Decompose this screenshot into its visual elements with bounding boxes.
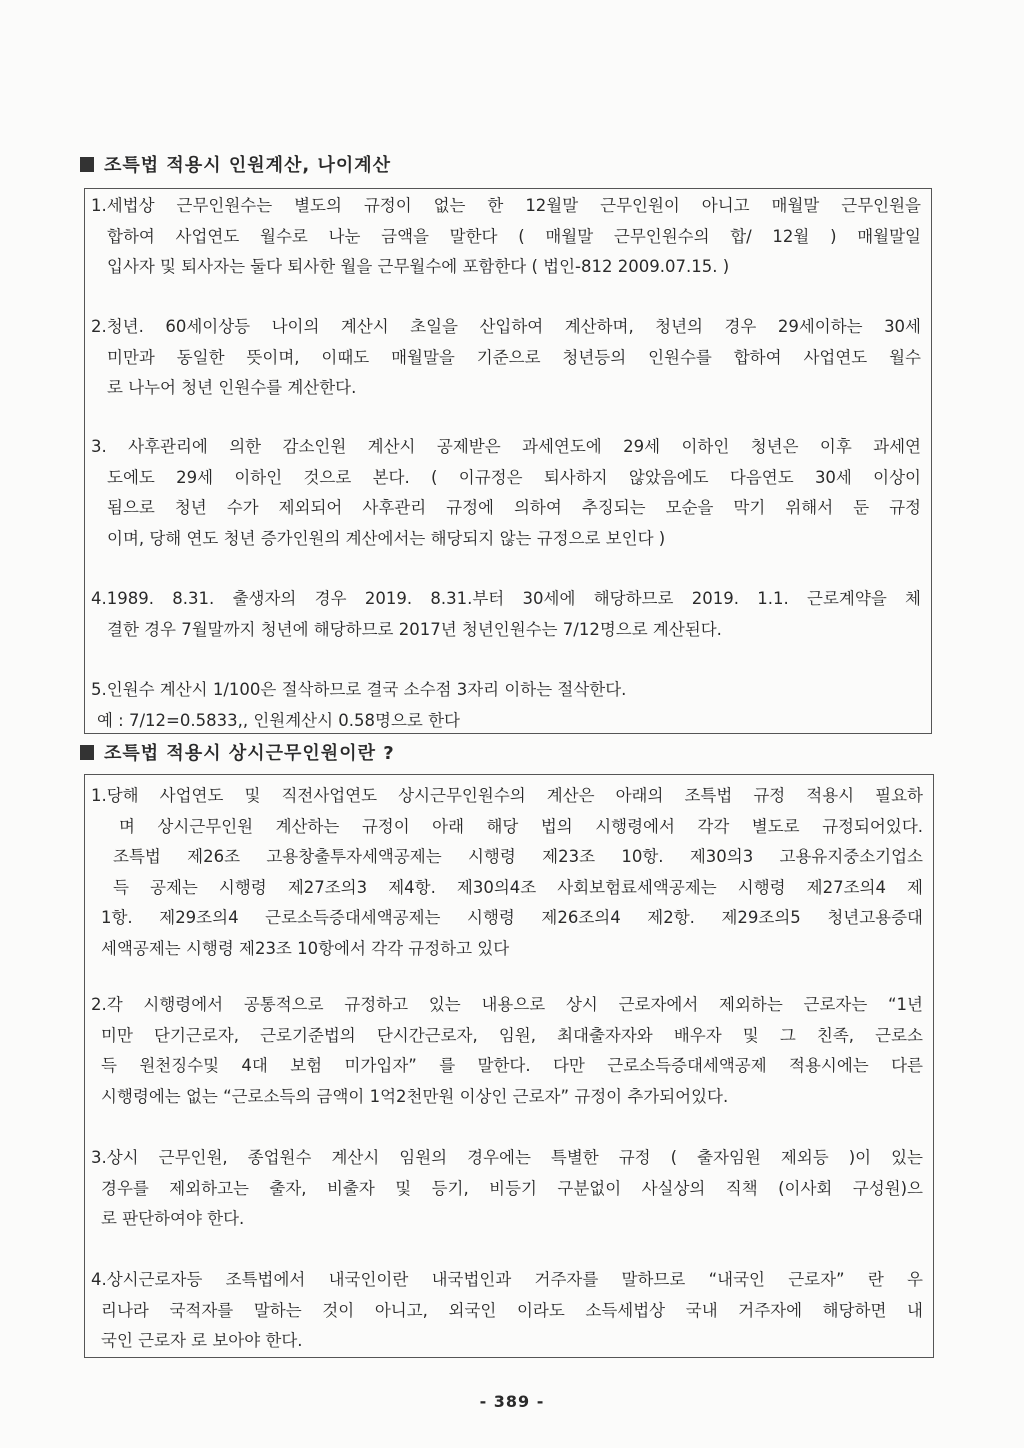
text-line: 2.청년. 60세이상등 나이의 계산시 초일을 산입하여 계산하며, 청년의 경우 29세이하는 30세 bbox=[91, 317, 921, 336]
text-line: 4.1989. 8.31. 출생자의 경우 2019. 8.31.부터 30세에 해당하므로 2019. 1.1. 근로계약을 체 bbox=[91, 589, 921, 608]
text-line: 미만과 동일한 뜻이며, 이때도 매월말을 기준으로 청년등의 인원수를 합하여 사업연도 월수 bbox=[107, 347, 921, 367]
section-heading-2 bbox=[80, 739, 395, 765]
text-line: 1.당해 사업연도 및 직전사업연도 상시근무인원수의 계산은 아래의 조특법 규정 적용시 필요하 bbox=[91, 786, 923, 805]
text-line: 3. 사후관리에 의한 감소인원 계산시 공제받은 과세연도에 29세 이하인 청년은 이후 과세연 bbox=[91, 437, 921, 456]
text-line: 며 상시근무인원 계산하는 규정이 아래 해당 법의 시행령에서 각각 별도로 규정되어있다. bbox=[119, 816, 923, 836]
text-line: 조특법 제26조 고용창출투자세액공제는 시행령 제23조 10항. 제30의3 고용유지중소기업소 bbox=[113, 847, 923, 866]
text-line: 4.상시근로자등 조특법에서 내국인이란 내국법인과 거주자를 말하므로 “내국인 근로자” 란 우 bbox=[91, 1270, 923, 1289]
text-line: 3.상시 근무인원, 종업원수 계산시 임원의 경우에는 특별한 규정 ( 출자임원 제외등 )이 있는 bbox=[91, 1148, 923, 1167]
list-item-4 bbox=[91, 1265, 923, 1357]
text-line: 득 원천징수및 4대 보험 미가입자” 를 말한다. 다만 근로소득증대세액공제 적용시에는 다른 bbox=[101, 1056, 923, 1075]
content-box-1 bbox=[84, 188, 932, 734]
content-box-2 bbox=[84, 774, 934, 1358]
text-line: 경우를 제외하고는 출자, 비출자 및 등기, 비등기 구분없이 사실상의 직책 (이사회 구성원)으 bbox=[101, 1178, 923, 1198]
section-heading-1 bbox=[80, 151, 391, 177]
text-line: 로 판단하여야 한다. bbox=[101, 1209, 245, 1228]
text-line: 득 공제는 시행령 제27조의3 제4항. 제30의4조 사회보험료세액공제는 시행령 제27조의4 제 bbox=[113, 877, 923, 897]
text-line: 입사자 및 퇴사자는 둘다 퇴사한 월을 근무월수에 포함한다 ( 법인-812 2009.07.15. ) bbox=[107, 257, 730, 276]
text-line: 됨으로 청년 수가 제외되어 사후관리 규정에 의하여 추징되는 모순을 막기 위해서 둔 규정 bbox=[107, 498, 921, 517]
section-title: 조특법 적용시 인원계산, 나이계산 bbox=[104, 155, 392, 176]
text-line: 국인 근로자 로 보아야 한다. bbox=[101, 1331, 303, 1350]
text-line: 1항. 제29조의4 근로소득증대세액공제는 시행령 제26조의4 제2항. 제29조의5 청년고용증대 bbox=[101, 908, 923, 927]
text-line: 5.인원수 계산시 1/100은 절삭하므로 결국 소수점 3자리 이하는 절삭한다. bbox=[91, 680, 627, 699]
text-line: 2.각 시행령에서 공통적으로 규정하고 있는 내용으로 상시 근로자에서 제외하는 근로자는 “1년 bbox=[91, 995, 923, 1014]
text-line: 1.세법상 근무인원수는 별도의 규정이 없는 한 12월말 근무인원이 아니고 매월말 근무인원을 bbox=[91, 196, 921, 215]
square-bullet-icon bbox=[80, 745, 94, 760]
text-line: 시행령에는 없는 “근로소득의 금액이 1억2천만원 이상인 근로자” 규정이 추가되어있다. bbox=[101, 1086, 729, 1106]
list-item-5 bbox=[91, 675, 921, 736]
text-line: 세액공제는 시행령 제23조 10항에서 각각 규정하고 있다 bbox=[101, 938, 510, 958]
text-line: 미만 단기근로자, 근로기준법의 단시간근로자, 임원, 최대출자자와 배우자 및 그 친족, 근로소 bbox=[101, 1025, 923, 1045]
list-item-2 bbox=[91, 990, 923, 1112]
text-line: 로 나누어 청년 인원수를 계산한다. bbox=[107, 378, 357, 397]
list-item-3 bbox=[91, 1143, 923, 1235]
text-line: 예 : 7/12=0.5833,, 인원계산시 0.58명으로 한다 bbox=[97, 710, 460, 730]
text-line: 도에도 29세 이하인 것으로 본다. ( 이규정은 퇴사하지 않았음에도 다음연도 30세 이상이 bbox=[107, 467, 921, 487]
page-number: - 389 - bbox=[479, 1392, 545, 1411]
square-bullet-icon bbox=[80, 157, 94, 172]
list-item-1 bbox=[91, 781, 923, 964]
list-item-4 bbox=[91, 584, 921, 645]
text-line: 리나라 국적자를 말하는 것이 아니고, 외국인 이라도 소득세법상 국내 거주자에 해당하면 내 bbox=[101, 1300, 923, 1320]
list-item-1 bbox=[91, 191, 921, 283]
list-item-3 bbox=[91, 432, 921, 554]
section-title: 조특법 적용시 상시근무인원이란 ? bbox=[104, 743, 395, 764]
text-line: 합하여 사업연도 월수로 나눈 금액을 말한다 ( 매월말 근무인원수의 합/ 12월 ) 매월말일 bbox=[107, 226, 921, 246]
text-line: 결한 경우 7월말까지 청년에 해당하므로 2017년 청년인원수는 7/12명으로 계산된다. bbox=[107, 619, 722, 639]
list-item-2 bbox=[91, 312, 921, 404]
text-line: 이며, 당해 연도 청년 증가인원의 계산에서는 해당되지 않는 규정으로 보인다 ) bbox=[107, 528, 666, 548]
